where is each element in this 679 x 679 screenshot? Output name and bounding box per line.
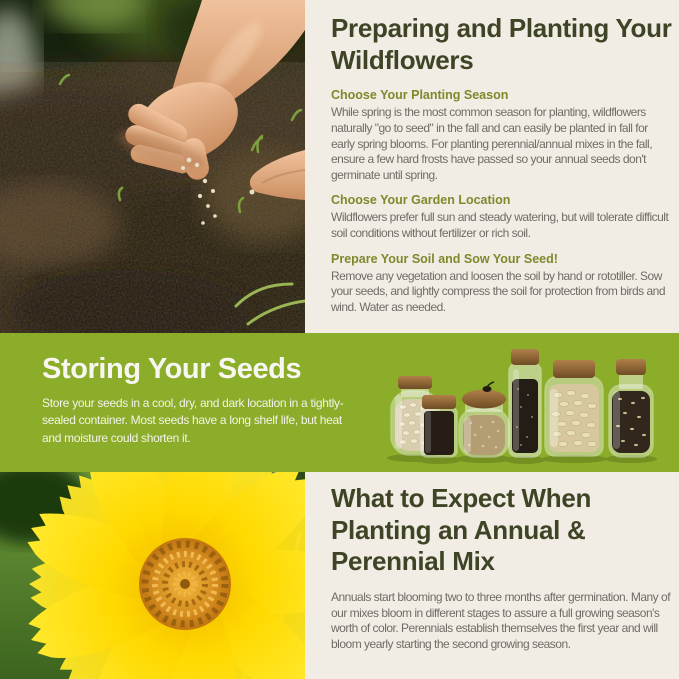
expect-text bbox=[331, 483, 675, 653]
seed-jars-illustration bbox=[365, 333, 665, 472]
expect-section bbox=[0, 472, 679, 679]
planting-item-location-title: Choose Your Garden Location bbox=[331, 193, 511, 208]
jar-pumpkin-seeds bbox=[545, 360, 603, 456]
storing-text bbox=[42, 353, 358, 447]
planting-item-soil-title: Prepare Your Soil and Sow Your Seed! bbox=[331, 251, 558, 266]
storing-body: Store your seeds in a cool, dry, and dark location in a tightly-sealed container. Most seeds have a long shelf life, but heat and moisture could shorten it. bbox=[42, 396, 344, 445]
hand-sowing-photo bbox=[0, 0, 305, 333]
seed-jars-photo bbox=[365, 333, 665, 472]
jar-dark-seeds bbox=[421, 395, 457, 457]
planting-section bbox=[331, 13, 675, 325]
storing-heading: Storing Your Seeds bbox=[42, 353, 302, 385]
hand-sowing-illustration bbox=[0, 0, 305, 333]
jar-tall-cylinder bbox=[509, 349, 541, 457]
jar-tan-seeds bbox=[459, 382, 509, 457]
expect-heading: What to Expect When Planting an Annual & Perennial Mix bbox=[331, 483, 592, 577]
planting-item-season-body: While spring is the most common season for planting, wildflowers naturally "go to seed" in the fall and can easily be planted in fall for early spring blooms. For planting perennial/annual mixes in the fall, ensure a few hard frosts have passed so your annual seeds don't germinate until spring. bbox=[331, 105, 653, 182]
planting-item-soil bbox=[331, 252, 675, 316]
planting-item-location bbox=[331, 193, 675, 241]
planting-item-soil-body: Remove any vegetation and loosen the soil by hand or rototiller. Sow your seeds, and lightly compress the soil for protection from birds and wind. Water as needed. bbox=[331, 268, 666, 314]
planting-item-season-title: Choose Your Planting Season bbox=[331, 88, 509, 103]
storing-section bbox=[0, 333, 679, 472]
planting-heading: Preparing and Planting Your Wildflowers bbox=[331, 13, 672, 75]
planting-item-season bbox=[331, 88, 675, 183]
planting-item-location-body: Wildflowers prefer full sun and steady watering, but will tolerate difficult soil conditions without fertilizer or rich soil. bbox=[331, 210, 669, 240]
expect-body: Annuals start blooming two to three months after germination. Many of our mixes bloom in different stages to assure a full growing season's worth of color. Perennials establish themselves the first year and will bloom yearly starting the second growing season. bbox=[331, 590, 671, 651]
jar-sunflower-seeds bbox=[609, 359, 653, 457]
